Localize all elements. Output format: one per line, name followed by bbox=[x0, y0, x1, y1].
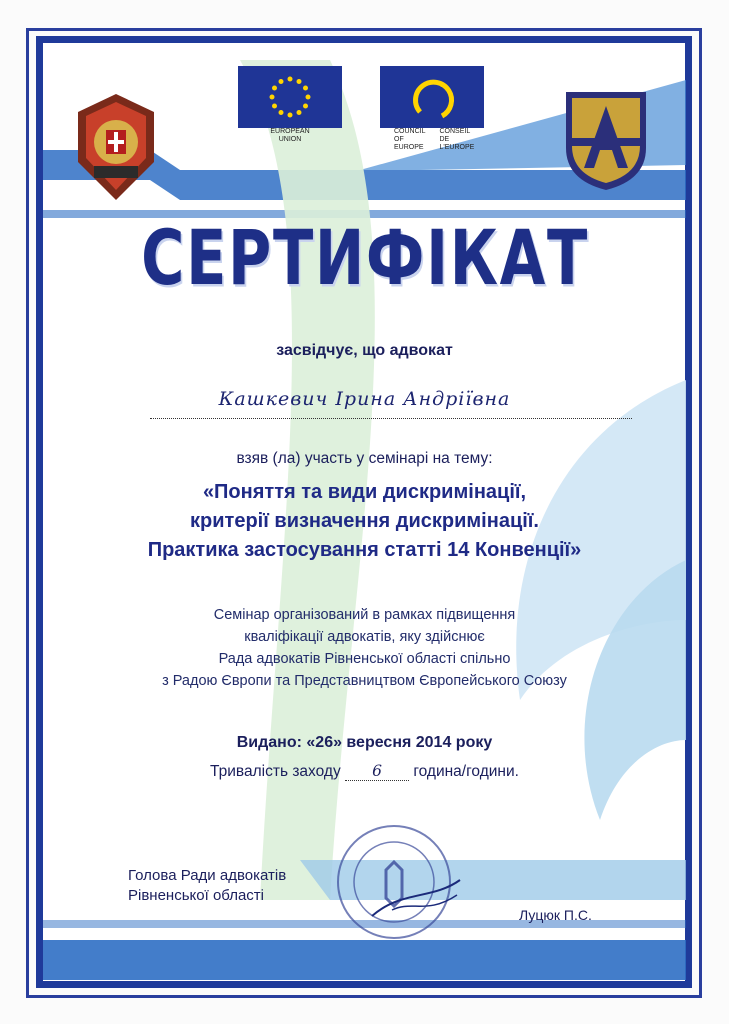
seminar-note-line: Семінар організований в рамках підвищення bbox=[213, 607, 516, 623]
head-of-council-label bbox=[128, 866, 286, 906]
seminar-note-line: Рада адвокатів Рівненської області спільно bbox=[218, 651, 511, 667]
topic-line: Практика застосування статті 14 Конвенції» bbox=[147, 539, 582, 561]
seminar-note-line: з Радою Європи та Представництвом Європейського Союзу bbox=[162, 673, 567, 689]
topic-line: «Поняття та види дискримінації, bbox=[202, 481, 527, 503]
issue-date: Видано: «26» вересня 2014 року bbox=[236, 734, 493, 751]
eu-caption: EUROPEAN UNION bbox=[270, 128, 310, 143]
official-stamp-icon bbox=[332, 820, 462, 950]
coe-caption-en: COUNCIL OF EUROPE bbox=[394, 128, 426, 151]
topic-line: критерії визначення дискримінації. bbox=[190, 510, 539, 532]
coe-logo-icon bbox=[380, 66, 484, 128]
name-underline bbox=[150, 418, 632, 419]
duration-prefix: Тривалість заходу bbox=[210, 763, 346, 780]
council-of-europe-flag bbox=[380, 66, 484, 128]
eu-flag bbox=[238, 66, 342, 128]
coe-caption-fr: CONSEIL DE L'EUROPE bbox=[439, 128, 475, 151]
certifies-text: засвідчує, що адвокат bbox=[276, 342, 453, 359]
signer-name: Луцюк П.С. bbox=[519, 907, 592, 923]
coe-caption bbox=[394, 128, 484, 152]
seminar-note-line: кваліфікації адвокатів, яку здійснює bbox=[244, 629, 485, 645]
duration-text bbox=[0, 762, 729, 781]
recipient-name: Кашкевич Ірина Андріївна bbox=[218, 388, 511, 410]
certificate-title: СЕРТИФІКАТ bbox=[141, 213, 589, 303]
lawyer-a-logo-icon bbox=[556, 88, 656, 192]
bar-council-emblem-icon bbox=[70, 92, 162, 202]
head-label-line: Рівненської області bbox=[128, 887, 264, 904]
duration-value: 6 bbox=[345, 762, 409, 781]
head-label-line: Голова Ради адвокатів bbox=[128, 867, 287, 884]
eu-stars-icon bbox=[238, 66, 342, 128]
participation-text: взяв (ла) участь у семінарі на тему: bbox=[236, 450, 493, 467]
duration-suffix: година/години. bbox=[409, 763, 519, 780]
